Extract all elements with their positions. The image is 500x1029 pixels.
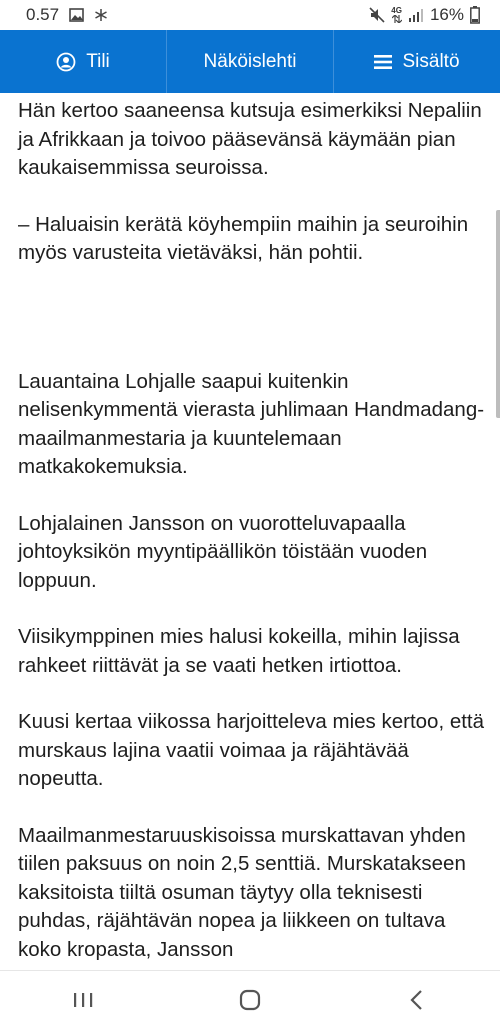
battery-percent: 16%: [429, 5, 464, 24]
recent-apps-button[interactable]: [53, 980, 113, 1020]
status-bar: [0, 0, 500, 30]
article-paragraph: Kuusi kertaa viikossa harjoitteleva mies kertoo, että murskaus lajina vaatii voimaa ja räjähtävää nopeutta.: [18, 710, 485, 790]
menu-icon: [374, 54, 392, 70]
nav-account[interactable]: [0, 30, 166, 93]
clock: 0.57: [26, 5, 60, 24]
asterisk-notification-icon: [94, 8, 108, 22]
nav-contents-label: Sisältö: [402, 50, 460, 72]
gallery-notification-icon: [69, 8, 84, 22]
user-icon: [56, 52, 76, 72]
article-paragraph: Viisikymppinen mies halusi kokeilla, mihin lajissa rahkeet riittävät ja se vaati hetken irtiottoa.: [18, 625, 460, 677]
back-button[interactable]: [387, 980, 447, 1020]
nav-digital-edition-label: Näköislehti: [203, 50, 297, 72]
system-navigation-bar: [0, 970, 500, 1029]
signal-icon: [408, 8, 424, 22]
back-icon: [409, 989, 425, 1011]
article-paragraph: Hän kertoo saaneensa kutsuja esimerkiksi Nepaliin ja Afrikkaan ja toivoo pääsevänsä käymään pian kaukaisemmissa seuroissa.: [18, 99, 482, 179]
nav-contents[interactable]: [334, 30, 500, 93]
mute-icon: [369, 7, 385, 23]
battery-icon: [470, 6, 480, 24]
article-paragraph: Maailmanmestaruuskisoissa murskattavan yhden tiilen paksuus on noin 2,5 senttiä. Murskatakseen kaksitoista tiiltä osuman täytyy olla teknisesti puhdas, räjähtävän nopea ja liikkeen on tultava koko kropasta, Jansson: [18, 823, 466, 961]
article-paragraph: Lohjalainen Jansson on vuorotteluvapaalla johtoyksikön myyntipäällikön töistään vuoden loppuun.: [18, 511, 428, 592]
network-type-label: 4G: [391, 7, 402, 23]
top-navigation: [0, 30, 500, 93]
home-icon: [238, 988, 262, 1012]
recent-apps-icon: [72, 991, 94, 1009]
nav-account-label: Tili: [86, 50, 110, 72]
article-body: [18, 97, 488, 964]
nav-digital-edition[interactable]: [167, 30, 333, 93]
home-button[interactable]: [220, 980, 280, 1020]
article-paragraph: – Haluaisin kerätä köyhempiin maihin ja seuroihin myös varusteita vietäväksi, hän pohtii.: [18, 212, 469, 264]
article-paragraph: Lauantaina Lohjalle saapui kuitenkin nelisenkymmentä vierasta juhlimaan Handmadang-maailmanmestaria ja kuuntelemaan matkakokemuksia.: [18, 369, 485, 478]
scroll-handle[interactable]: [496, 210, 500, 418]
